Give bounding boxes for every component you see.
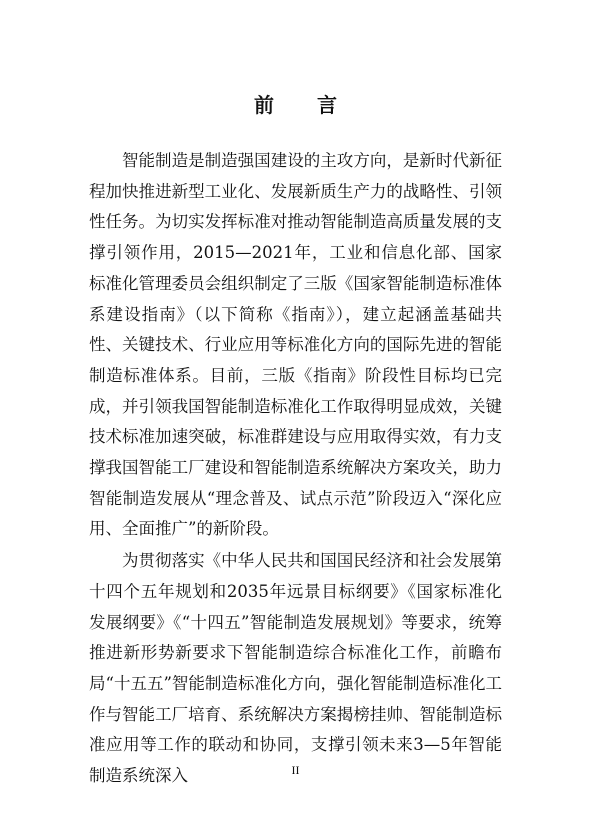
page-number: II [291,763,300,777]
section-title: 前 言 [254,93,355,117]
body-text [89,146,502,792]
paragraph-1: 智能制造是制造强国建设的主攻方向，是新时代新征程加快推进新型工业化、发展新质生产力的战略性、引领性任务。为切实发挥标准对推动智能制造高质量发展的支撑引领作用，2015—2021年，工业和信息化部、国家标准化管理委员会组织制定了三版《国家智能制造标准体系建设指南》（以下简称《指南》），建立起涵盖基础共性、关键技术、行业应用等标准化方向的国际先进的智能制造标准体系。目前，三版《指南》阶段性目标均已完成，并引领我国智能制造标准化工作取得明显成效，关键技术标准加速突破，标准群建设与应用取得实效，有力支撑我国智能工厂建设和智能制造系统解决方案攻关，助力智能制造发展从“理念普及、试点示范”阶段迈入“深化应用、全面推广”的新阶段。 [89,151,502,539]
paragraph-2: 为贯彻落实《中华人民共和国国民经济和社会发展第十四个五年规划和2035年远景目标纲要》《国家标准化发展纲要》《“十四五”智能制造发展规划》等要求，统筹推进新形势新要求下智能制造综合标准化工作，前瞻布局“十五五”智能制造标准化方向，强化智能制造标准化工作与智能工厂培育、系统解决方案揭榜挂帅、智能制造标准应用等工作的联动和协同，支撑引领未来3—5年智能制造系统深入 [89,551,502,786]
